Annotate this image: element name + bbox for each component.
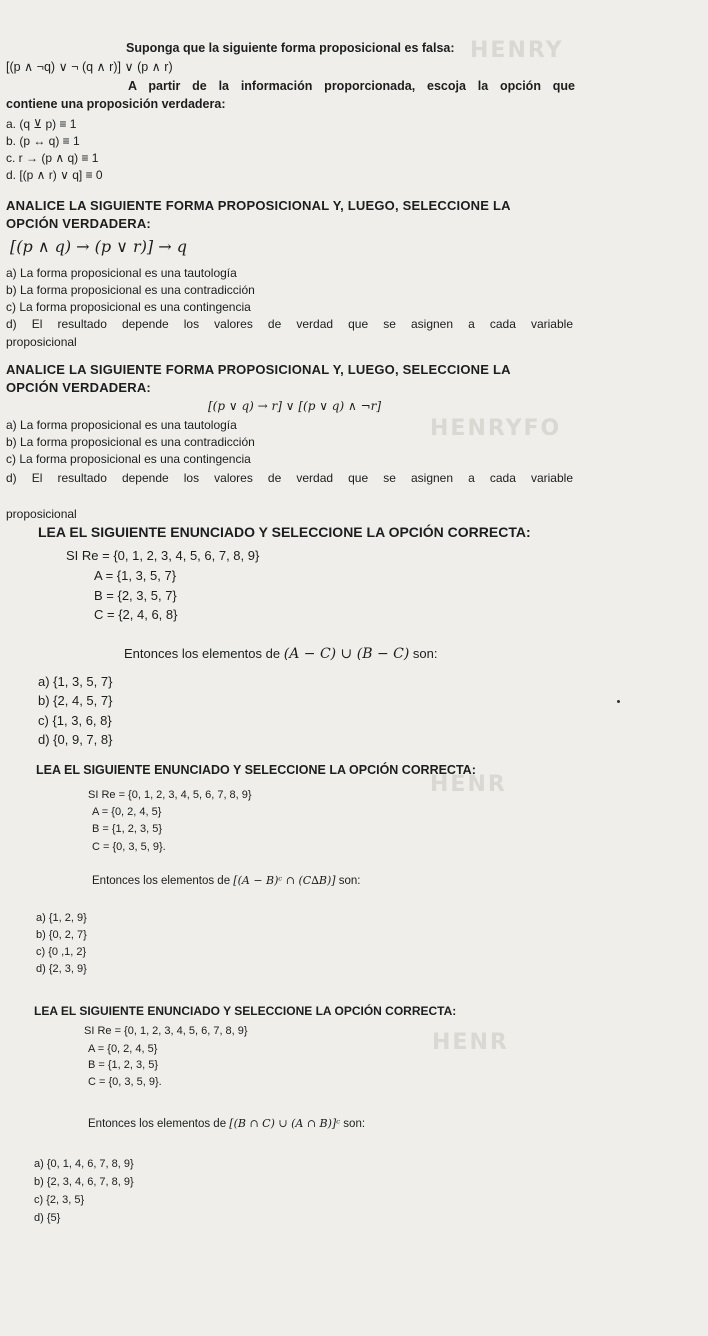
block2-option-d-text: d) El resultado depende los valores de verdad que se asignen a cada variable bbox=[6, 317, 573, 331]
block6-option-a[interactable]: a) {0, 1, 4, 6, 7, 8, 9} bbox=[34, 1158, 134, 1170]
block3-option-b[interactable]: b) La forma proposicional es una contradicción bbox=[6, 435, 255, 449]
block5-set-universe: SI Re = {0, 1, 2, 3, 4, 5, 6, 7, 8, 9} bbox=[88, 789, 252, 801]
bleed-through-watermark: HENRY bbox=[470, 38, 564, 63]
block6-set-b: B = {1, 2, 3, 5} bbox=[88, 1059, 159, 1071]
stray-dot bbox=[617, 700, 620, 703]
block1-option-d[interactable]: d. [(p ∧ r) ∨ q] ≡ 0 bbox=[6, 168, 103, 182]
block6-heading: LEA EL SIGUIENTE ENUNCIADO Y SELECCIONE LA OPCIÓN CORRECTA: bbox=[34, 1004, 457, 1018]
block5-set-b: B = {1, 2, 3, 5} bbox=[92, 823, 163, 835]
block1-intro-line1: A partir de la información proporcionada, escoja la opción que bbox=[128, 79, 575, 93]
block2-option-c[interactable]: c) La forma proposicional es una contingencia bbox=[6, 300, 251, 314]
block6-set-c: C = {0, 3, 5, 9}. bbox=[88, 1076, 162, 1088]
block6-set-universe: SI Re = {0, 1, 2, 3, 4, 5, 6, 7, 8, 9} bbox=[84, 1025, 248, 1037]
block6-question-suffix: son: bbox=[343, 1118, 366, 1130]
block3-formula: [(p ∨ q) → r] ∨ [(p ∨ q) ∧ ¬r] bbox=[208, 399, 382, 413]
block4-question-suffix: son: bbox=[412, 646, 438, 661]
block2-heading-line1: ANALICE LA SIGUIENTE FORMA PROPOSICIONAL Y, LUEGO, SELECCIONE LA bbox=[6, 198, 511, 213]
block3-option-d-cont: proposicional bbox=[6, 507, 77, 521]
block5-heading: LEA EL SIGUIENTE ENUNCIADO Y SELECCIONE LA OPCIÓN CORRECTA: bbox=[36, 763, 476, 777]
block3-heading-line1: ANALICE LA SIGUIENTE FORMA PROPOSICIONAL Y, LUEGO, SELECCIONE LA bbox=[6, 362, 511, 377]
block2-option-d[interactable] bbox=[6, 317, 573, 331]
bleed-through-watermark: HENRYFO bbox=[430, 416, 562, 441]
block5-question bbox=[92, 874, 361, 888]
block5-set-c: C = {0, 3, 5, 9}. bbox=[92, 841, 166, 853]
block1-intro bbox=[128, 79, 575, 93]
block2-option-d-cont: proposicional bbox=[6, 335, 77, 349]
block3-option-c[interactable]: c) La forma proposicional es una contingencia bbox=[6, 452, 251, 466]
block3-option-d[interactable] bbox=[6, 471, 573, 485]
block6-option-c[interactable]: c) {2, 3, 5} bbox=[34, 1194, 85, 1206]
bleed-through-watermark: HENR bbox=[432, 1030, 509, 1055]
block4-option-d[interactable]: d) {0, 9, 7, 8} bbox=[38, 732, 113, 747]
block4-option-c[interactable]: c) {1, 3, 6, 8} bbox=[38, 713, 112, 728]
block2-formula: [(p ∧ q) → (p ∨ r)] → q bbox=[10, 237, 187, 256]
block4-question-expr: (A − C) ∪ (B − C) bbox=[283, 646, 410, 662]
block4-set-b: B = {2, 3, 5, 7} bbox=[94, 588, 177, 603]
block5-option-a[interactable]: a) {1, 2, 9} bbox=[36, 912, 87, 924]
block1-option-a[interactable]: a. (q ⊻ p) ≡ 1 bbox=[6, 117, 77, 131]
block5-option-c[interactable]: c) {0 ,1, 2} bbox=[36, 946, 87, 958]
block6-option-d[interactable]: d) {5} bbox=[34, 1212, 61, 1224]
block1-option-b[interactable]: b. (p ↔ q) ≡ 1 bbox=[6, 134, 80, 148]
block3-heading-line2: OPCIÓN VERDADERA: bbox=[6, 380, 151, 395]
bleed-through-watermark: HENR bbox=[430, 772, 507, 797]
block4-question bbox=[124, 647, 438, 661]
block6-option-b[interactable]: b) {2, 3, 4, 6, 7, 8, 9} bbox=[34, 1176, 134, 1188]
block6-question bbox=[88, 1117, 365, 1131]
block6-question-prefix: Entonces los elementos de bbox=[88, 1118, 227, 1130]
block1-title: Suponga que la siguiente forma proposicional es falsa: bbox=[126, 41, 455, 55]
block4-set-universe: SI Re = {0, 1, 2, 3, 4, 5, 6, 7, 8, 9} bbox=[66, 548, 260, 563]
block1-option-c[interactable]: c. r → (p ∧ q) ≡ 1 bbox=[6, 151, 99, 165]
block3-option-d-text: d) El resultado depende los valores de verdad que se asignen a cada variable bbox=[6, 471, 573, 485]
block2-option-b[interactable]: b) La forma proposicional es una contradicción bbox=[6, 283, 255, 297]
block4-question-prefix: Entonces los elementos de bbox=[124, 646, 281, 661]
block2-heading-line2: OPCIÓN VERDADERA: bbox=[6, 216, 151, 231]
block5-option-d[interactable]: d) {2, 3, 9} bbox=[36, 963, 87, 975]
block4-option-b[interactable]: b) {2, 4, 5, 7} bbox=[38, 693, 113, 708]
block5-question-suffix: son: bbox=[338, 875, 361, 887]
block3-option-a[interactable]: a) La forma proposicional es una tautología bbox=[6, 418, 237, 432]
block4-heading: LEA EL SIGUIENTE ENUNCIADO Y SELECCIONE LA OPCIÓN CORRECTA: bbox=[38, 524, 531, 540]
block5-option-b[interactable]: b) {0, 2, 7} bbox=[36, 929, 87, 941]
block5-set-a: A = {0, 2, 4, 5} bbox=[92, 806, 162, 818]
block1-intro-line2: contiene una proposición verdadera: bbox=[6, 97, 226, 111]
block5-question-expr: [(A − B)ᶜ ∩ (C∆B)] bbox=[233, 874, 336, 887]
block2-option-a[interactable]: a) La forma proposicional es una tautología bbox=[6, 266, 237, 280]
block4-set-c: C = {2, 4, 6, 8} bbox=[94, 607, 178, 622]
block4-option-a[interactable]: a) {1, 3, 5, 7} bbox=[38, 674, 113, 689]
block4-set-a: A = {1, 3, 5, 7} bbox=[94, 568, 177, 583]
block6-set-a: A = {0, 2, 4, 5} bbox=[88, 1043, 158, 1055]
block5-question-prefix: Entonces los elementos de bbox=[92, 875, 231, 887]
block1-formula: [(p ∧ ¬q) ∨ ¬ (q ∧ r)] ∨ (p ∧ r) bbox=[6, 60, 173, 74]
block6-question-expr: [(B ∩ C) ∪ (A ∩ B)]ᶜ bbox=[229, 1117, 341, 1130]
